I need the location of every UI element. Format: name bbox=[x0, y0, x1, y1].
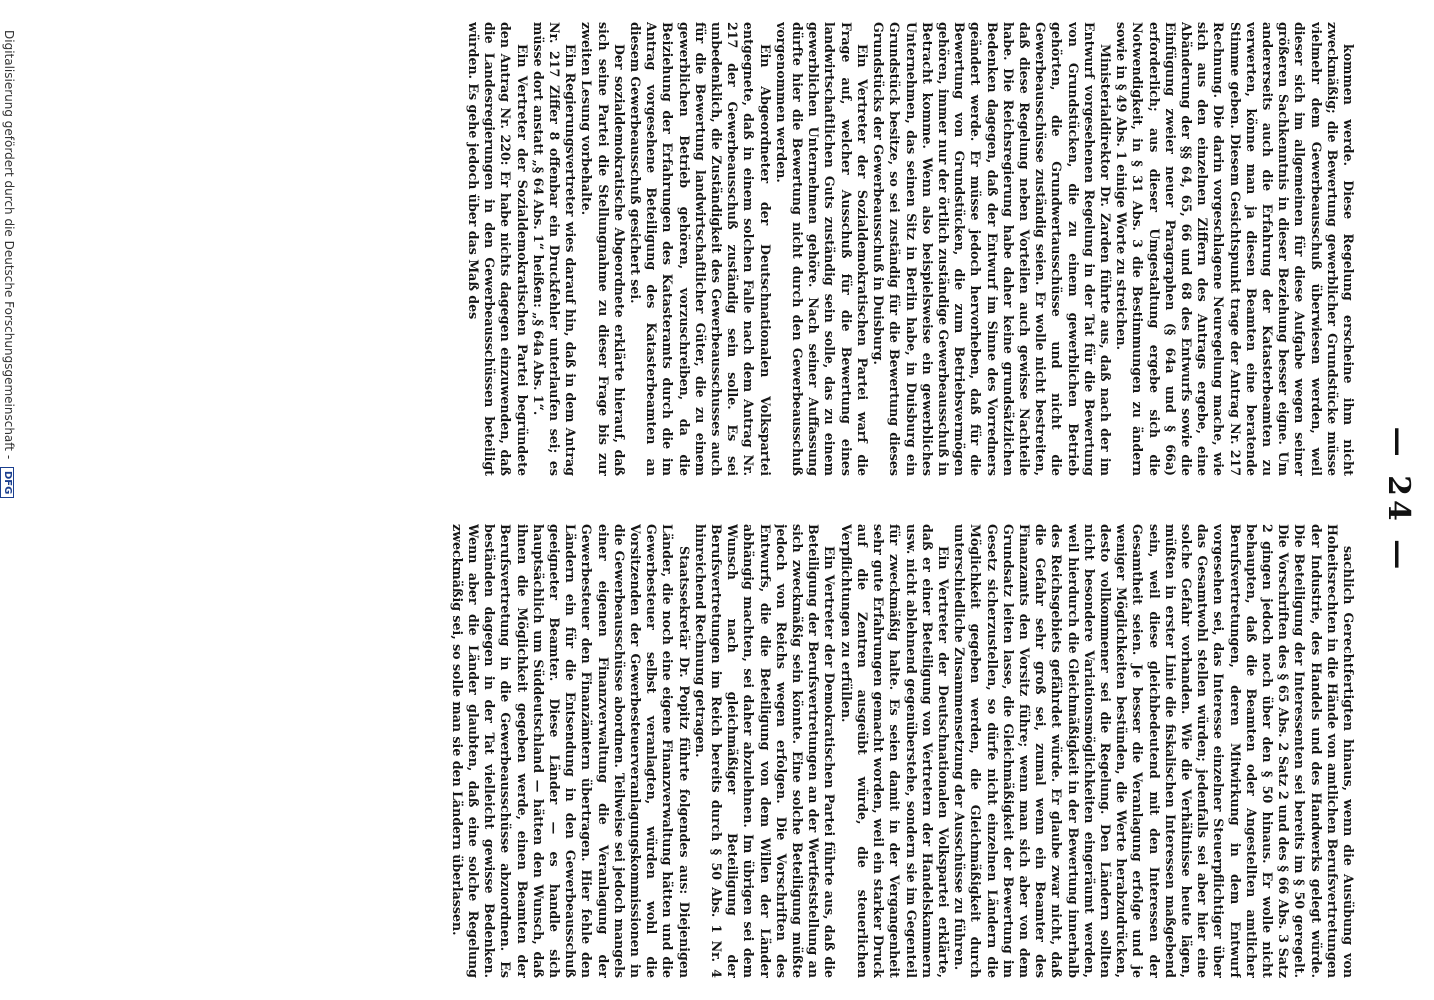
paragraph: sachlich Gerechtfertigten hinaus, wenn die Ausübung von Hoheitsrechten in die Hände von amtlichen Berufsvertretungen der Industrie, des Handels und des Handwerks gelegt würde. Die Beteiligung der Interessenten sei bereits im § 50 geregelt. Die Vorschriften des § 65 Abs. 2 Satz 2 und des § 66 Abs. 3 Satz 2 gingen jedoch noch über den § 50 hinaus. Er wolle nicht behaupten, daß die Beamten oder Angestellten amtlicher Berufsvertretungen, deren Mitwirkung in dem Entwurf vorgesehen sei, das Interesse einzelner Steuerpflichtiger über das Gesamtwohl stellen würden; jedenfalls sei aber hier eine solche Gefahr vorhanden. Wie die Verhältnisse heute lägen, müßten in erster Linie die fiskalischen Interessen maßgebend sein, weil diese gleichbedeutend mit den Interessen der Gesamtheit seien. Je besser die Veranlagung erfolge und je weniger Möglichkeiten bestünden, die Werte herabzudrücken, desto vollkommener sei die Regelung. Den Ländern sollten nicht besondere Variationsmöglichkeiten eingeräumt werden, weil hierdurch die Gleichmäßigkeit in der Bewertung innerhalb des Reichsgebiets gefährdet würde. Er glaube zwar nicht, daß die Gefahr sehr groß sei, zumal wenn ein Beamter des Finanzamts den Vorsitz führe; wenn man sich aber von dem Grundsatz leiten lasse, die Gleichmäßigkeit der Bewertung im Gesetz sicherzustellen, so dürfe nicht einzelnen Ländern die Möglichkeit gegeben werden, die Gleichmäßigkeit durch unterschiedliche Zusammensetzung der Ausschüsse zu führen. bbox=[952, 524, 1356, 978]
paragraph: Staatssekretär Dr. Popitz führte folgendes aus: Diejenigen Länder, die noch eine eigene Finanzverwaltung hätten und die Gewerbesteuer selbst veranlagten, würden wohl die Vorsitzenden der Gewerbesteuerveranlagungskommissionen in die Gewerbeausschüsse abordnen. Teilweise sei jedoch mangels einer eigenen Finanzverwaltung die Veranlagung der Gewerbesteuer den Finanzämtern übertragen. Hier fehle den Ländern ein für die Entsendung in den Gewerbeausschuß geeigneter Beamter. Diese Länder — es handle sich hauptsächlich um Süddeutschland — hätten den Wunsch, daß ihnen die Möglichkeit gegeben werde, einen Beamten der Berufsvertretung in die Gewerbeausschüsse abzuordnen. Es beständen dagegen in der Tat vielleicht gewisse Bedenken. Wenn aber die Länder glaubten, daß eine solche Regelung zweckmäßig sei, so solle man sie den Ländern überlassen. bbox=[449, 524, 692, 978]
paragraph: Ein Vertreter der Sozialdemokratischen Partei begründete den Antrag Nr. 220: Er habe nichts dagegen einzuwenden, daß die Landesregierungen in den Gewerbeausschüssen beteiligt würden. Es gehe jedoch über das Maß des bbox=[466, 22, 530, 476]
right-text-column bbox=[196, 524, 1356, 978]
paragraph: Ein Abgeordneter der Deutschnationalen Volkspartei entgegnete, daß in einem solchen Falle nach dem Antrag Nr. 217 der Gewerbeausschuß zuständig sein solle. Es sei unbedenklich, die Zuständigkeit des Gewerbeausschusses auch für die Bewertung landwirtschaftlicher Güter, die zu einem gewerblichen Betrieb gehören, vorzuschreiben, da die Beiziehung der Erfahrungen des Katasteramts durch die im Antrag vorgesehene Beteiligung des Katasterbeamten an diesem Gewerbeausschuß gesichert sei. bbox=[628, 22, 773, 476]
digitization-credit bbox=[0, 30, 16, 498]
paragraph: Der sozialdemokratische Abgeordnete erklärte hierauf, daß sich seine Partei die Stellungnahme zu dieser Frage bis zur zweiten Lesung vorbehalte. bbox=[579, 22, 627, 476]
page-number: — 24 — bbox=[1381, 426, 1416, 574]
paragraph: Ein Vertreter der Deutschnationalen Volkspartei erklärte, daß er einer Beteiligung von Vertretern der Handelskammern usw. nicht ablehnend gegenüberstehe, sondern sie im Gegenteil für zweckmäßig halte. Es seien damit in der Vergangenheit sehr gute Erfahrungen gemacht worden, weil ein starker Druck auf die Zentren ausgeübt würde, die steuerlichen Verpflichtungen zu erfüllen. bbox=[838, 524, 951, 978]
paragraph: kommen werde. Diese Regelung erscheine ihm nicht zweckmäßig; die Bewertung gewerblicher Grundstücke müsse vielmehr dem Gewerbeausschuß überwiesen werden, weil dieser sich im allgemeinen für diese Aufgabe wegen seiner größeren Sachkenntnis in dieser Beziehung besser eigne. Um andererseits auch die Erfahrung der Katasterbeamten zu verwerten, könne man ja diesen Beamten eine beratende Stimme geben. Diesem Gesichtspunkt trage der Antrag Nr. 217 Rechnung. Die darin vorgeschlagene Neuregelung mache, wie sich aus den einzelnen Ziffern des Antrags ergebe, eine Abänderung der §§ 64, 65, 66 und 68 des Entwurfs sowie die Einfügung zweier neuer Paragraphen (§ 64a und § 66a) erforderlich; aus dieser Umgestaltung ergebe sich die Notwendigkeit, in § 31 Abs. 3 die Bestimmungen zu ändern sowie in § 49 Abs. 1 einige Worte zu streichen. bbox=[1114, 22, 1356, 476]
dfg-logo-icon: DFG bbox=[0, 467, 14, 498]
left-text-column bbox=[196, 22, 1356, 476]
credit-text: Digitalisierung gefördert durch die Deutsche Forschungsgemeinschaft - bbox=[2, 30, 16, 460]
paragraph: Ministerialdirektor Dr. Zarden führte aus, daß nach der im Entwurf vorgesehenen Regelung in der Tat für die Bewertung von Grundstücken, die zu einem gewerblichen Betrieb gehörten, die Grundwertausschüsse und nicht die Gewerbeausschüsse zuständig seien. Er wolle nicht bestreiten, daß diese Regelung neben Vorteilen auch gewisse Nachteile habe. Die Reichsregierung habe daher keine grundsätzlichen Bedenken dagegen, daß der Entwurf im Sinne des Vorredners geändert werde. Er müsse jedoch hervorheben, daß für die Bewertung von Grundstücken, die zum Betriebsvermögen gehören, immer nur der örtlich zuständige Gewerbeausschuß in Betracht komme. Wenn also beispielsweise ein gewerbliches Unternehmen, das seinen Sitz in Berlin habe, in Duisburg ein Grundstück besitze, so sei zuständig für die Bewertung dieses Grundstücks der Gewerbeausschuß in Duisburg. bbox=[871, 22, 1113, 476]
paragraph: Ein Vertreter der Demokratischen Partei führte aus, daß die Beteiligung der Berufsvertretungen an der Wertfeststellung an sich zweckmäßig sein könnte. Eine solche Beteiligung müßte jedoch von Reichs wegen erfolgen. Die Vorschriften des Entwurfs, die die Beteiligung von dem Willen der Länder abhängig machten, sei daher abzulehnen. Im übrigen sei dem Wunsch nach gleichmäßiger Beteiligung der Berufsvertretungen im Reich bereits durch § 50 Abs. 1 Nr. 4 hinreichend Rechnung getragen. bbox=[692, 524, 838, 978]
paragraph: Ein Vertreter der Sozialdemokratischen Partei warf die Frage auf, welcher Ausschuß für die Bewertung eines landwirtschaftlichen Guts zuständig sein solle, das zu einem gewerblichen Unternehmen gehöre. Nach seiner Auffassung dürfte hier die Bewertung nicht durch den Gewerbeausschuß vorgenommen werden. bbox=[773, 22, 870, 476]
paragraph: Ein Regierungsvertreter wies darauf hin, daß in dem Antrag Nr. 217 Ziffer 8 offenbar ein Druckfehler unterlaufen sei; es müsse dort anstatt „§ 64 Abs. 1“ heißen: „§ 64a Abs. 1“. bbox=[530, 22, 579, 476]
